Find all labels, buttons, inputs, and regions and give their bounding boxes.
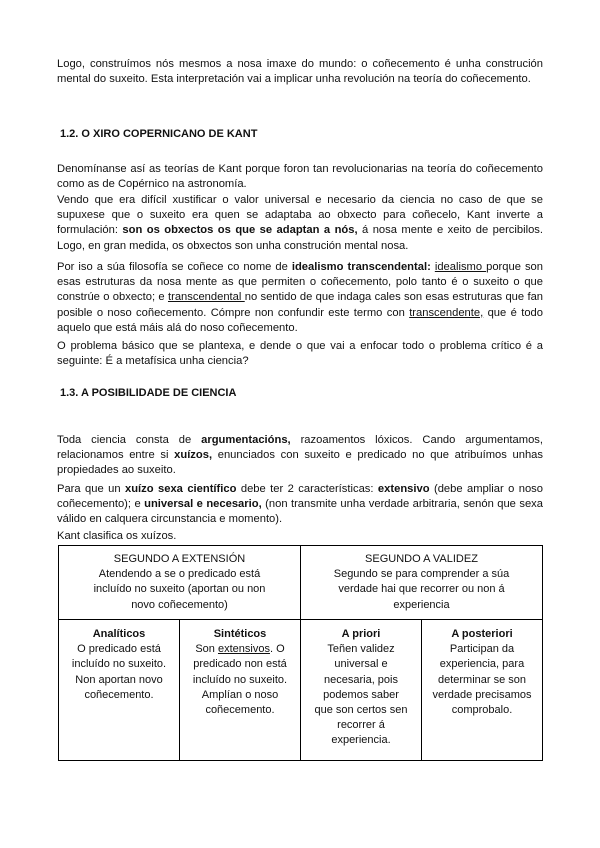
cell-apriori-title: A priori <box>341 628 381 640</box>
cell-sinteticos-title: Sintéticos <box>213 628 267 640</box>
ciencia-paragraph-1 <box>57 433 543 479</box>
ciencia-p2-bold-universal: universal e necesario, <box>144 498 262 511</box>
section-heading-kant: 1.2. O XIRO COPERNICANO DE KANT <box>60 128 258 140</box>
kant-p3-text-c: no sentido de que indaga cales son esas estruturas que fan posible o noso coñecemento. Cómpre non confundir este termo con <box>57 291 544 319</box>
ciencia-p1-text-a: Toda ciencia consta de <box>57 434 202 446</box>
cell-sinteticos <box>180 627 300 718</box>
header-extension-desc: Atendendo a se o predicado está incluído no suxeito (aportan ou non novo coñecemento) <box>93 568 266 611</box>
kant-p3-text-b: porque son esas estruturas da nosa mente as que permiten o coñecemento, polo tanto é o suxeito o que constrúe o obxecto; e <box>57 261 544 304</box>
cell-aposteriori-text: Participan da experiencia, para determinar se son verdade precisamos comprobalo. <box>432 643 532 717</box>
kant-p3-underline-transcendental: transcendental <box>167 291 245 304</box>
header-validity-title: SEGUNDO A VALIDEZ <box>365 553 478 565</box>
judgment-classification-table <box>58 545 543 761</box>
cell-sinteticos-text-b: . O predicado non está incluído no suxeito. Amplían o noso coñecemento. <box>192 643 288 717</box>
kant-p2-bold: son os obxectos os que se adaptan a nós, <box>122 224 358 237</box>
kant-p3-bold: idealismo transcendental: <box>291 261 431 273</box>
kant-p2-text-a: Vendo que era difícil xustificar o valor universal e necesario da ciencia no caso de que se supuxese que o suxeito era quen se adaptaba ao obxecto para coñecelo, Kant inverte a formulación: <box>57 194 543 237</box>
cell-analiticos <box>59 627 179 703</box>
kant-p3-text-d: que é todo aquelo que está máis alá do noso coñecemento. <box>57 306 543 334</box>
intro-text: Logo, construímos nós mesmos a nosa imaxe do mundo: o coñecemento é unha construción mental do suxeito. Esta interpretación vai a implicar unha revolución na teoría do coñecemento. <box>57 58 543 86</box>
kant-p3-underline-transcendente: transcendente, <box>409 306 484 319</box>
cell-apriori-text: Teñen validez universal e necesaria, pois podemos saber que son certos sen recorrer á experiencia. <box>314 643 408 747</box>
kant-p3-text-a: Por iso a súa filosofía se coñece co nome de <box>57 261 292 273</box>
kant-paragraph-2 <box>57 193 543 254</box>
ciencia-p1-text-c: enunciados con suxeito e predicado no que atribuímos unhas propiedades ao suxeito. <box>57 449 543 477</box>
kant-paragraph-1 <box>57 162 543 192</box>
ciencia-p2-text-b: debe ter 2 características: <box>236 483 378 495</box>
ciencia-p2-text-d: (non transmite unha verdade arbitraria, senón que sexa válido en calquera circunstancia e momento). <box>57 498 543 526</box>
ciencia-p2-text-c: (debe ampliar o noso coñecemento); e <box>57 483 543 511</box>
section-heading-ciencia: 1.3. A POSIBILIDADE DE CIENCIA <box>60 387 237 399</box>
ciencia-paragraph-2 <box>57 482 543 528</box>
kant-p1-text: Denomínanse así as teorías de Kant porque foron tan revolucionarias na teoría do coñecemento como as de Copérnico na astronomía. <box>57 163 543 191</box>
kant-paragraph-4 <box>57 339 543 369</box>
ciencia-p3-text: Kant clasifica os xuízos. <box>57 530 177 542</box>
ciencia-p2-bold-xuizo: xuízo sexa científico <box>125 483 237 495</box>
kant-paragraph-3 <box>57 260 543 336</box>
header-validity <box>301 552 542 613</box>
ciencia-p1-text-b: razoamentos lóxicos. Cando argumentamos, relacionamos entre si <box>57 434 543 462</box>
ciencia-p1-bold-argumentacions: argumentacións, <box>201 434 291 446</box>
header-extension-title: SEGUNDO A EXTENSIÓN <box>113 553 246 565</box>
ciencia-p1-bold-xuizos: xuízos, <box>174 449 213 462</box>
ciencia-p2-text-a: Para que un <box>57 483 125 495</box>
cell-sinteticos-underline: extensivos <box>217 643 270 656</box>
kant-p3-underline-idealismo: idealismo <box>434 261 487 273</box>
kant-p2-text-b: á nosa mente e xeito de percibilos. Logo, en gran medida, os obxectos son unha construción mental nosa. <box>57 224 543 252</box>
cell-aposteriori <box>422 627 542 718</box>
intro-paragraph <box>57 57 543 87</box>
cell-aposteriori-title: A posteriori <box>451 628 513 640</box>
header-validity-desc: Segundo se para comprender a súa verdade hai que recorrer ou non á experiencia <box>333 568 510 611</box>
header-extension <box>59 552 300 613</box>
cell-apriori <box>301 627 421 749</box>
cell-analiticos-text: O predicado está incluído no suxeito. Non aportan novo coñecemento. <box>71 643 167 701</box>
ciencia-p2-bold-extensivo: extensivo <box>377 483 430 495</box>
kant-p4-text: O problema básico que se plantexa, e dende o que vai a enfocar todo o problema crítico é a seguinte: É a metafísica unha ciencia? <box>57 340 543 368</box>
ciencia-paragraph-3 <box>57 529 543 544</box>
cell-sinteticos-text <box>188 642 292 718</box>
cell-sinteticos-text-a: Son <box>195 643 218 656</box>
table-divider-row <box>59 619 542 620</box>
cell-analiticos-title: Analíticos <box>92 628 146 640</box>
